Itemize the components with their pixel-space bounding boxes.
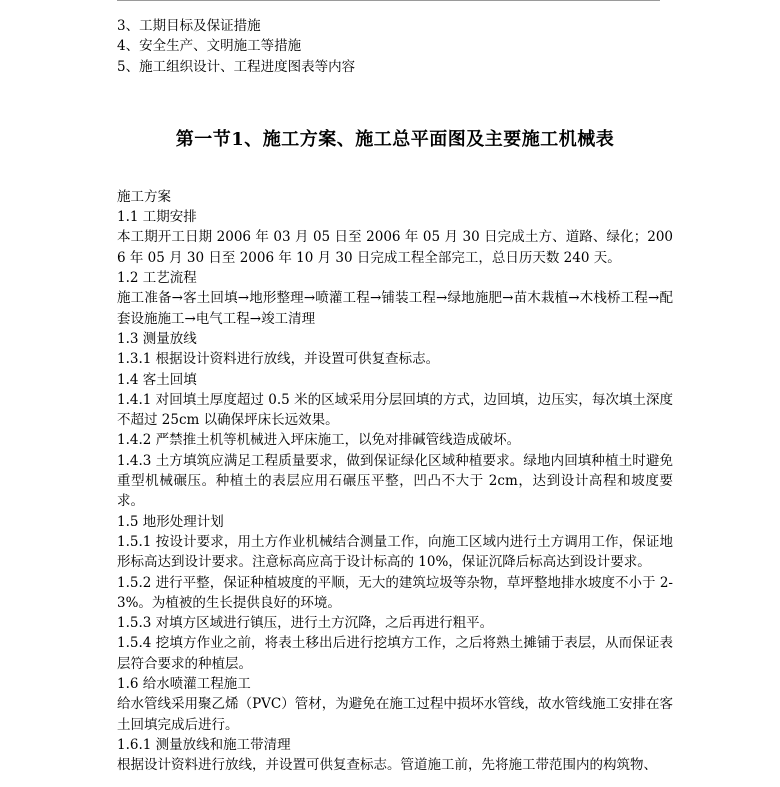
toc-item-4: 4、安全生产、文明施工等措施 — [117, 38, 302, 55]
paragraph-1-5-4: 1.5.4 挖填方作业之前，将表土移出后进行挖填方工作，之后将熟土摊铺于表层，从而保证表层符合要求的种植层。 — [117, 635, 673, 672]
heading-1-6: 1.6 给水喷灌工程施工 — [117, 676, 251, 693]
paragraph-process-flow: 施工准备→客土回填→地形整理→喷灌工程→铺装工程→绿地施肥→苗木栽植→木栈桥工程→配套设施施工→电气工程→竣工清理 — [117, 290, 673, 327]
paragraph-1-4-1: 1.4.1 对回填土厚度超过 0.5 米的区域采用分层回填的方式，边回填，边压实，每次填土深度不超过 25cm 以确保坪床长远效果。 — [117, 391, 673, 429]
toc-item-3: 3、工期目标及保证措施 — [117, 18, 261, 34]
paragraph-1-4-3: 1.4.3 土方填筑应满足工程质量要求，做到保证绿化区域种植要求。绿地内回填种植土时避免重型机械碾压。种植土的表层应用石碾压平整，凹凸不大于 2cm，达到设计高程和坡度要求。 — [117, 452, 673, 510]
heading-1-6-1: 1.6.1 测量放线和施工带清理 — [117, 736, 291, 753]
heading-1-1: 1.1 工期安排 — [117, 209, 197, 226]
paragraph-1-3-1: 1.3.1 根据设计资料进行放线，并设置可供复查标志。 — [117, 351, 440, 368]
section-title: 第一节1、施工方案、施工总平面图及主要施工机械表 — [175, 128, 615, 150]
heading-1-2: 1.2 工艺流程 — [117, 270, 197, 287]
heading-1-3: 1.3 测量放线 — [117, 330, 197, 347]
paragraph-1-4-2: 1.4.2 严禁推土机等机械进入坪床施工，以免对排碱管线造成破坏。 — [117, 432, 521, 449]
paragraph-water-pipes: 给水管线采用聚乙烯（PVC）管材，为避免在施工过程中损坏水管线，故水管线施工安排在客土回填完成后进行。 — [117, 696, 673, 733]
toc-item-5: 5、施工组织设计、工程进度图表等内容 — [117, 58, 356, 75]
heading-1-5: 1.5 地形处理计划 — [117, 513, 224, 530]
document-page — [117, 16, 673, 776]
page-top-rule — [117, 0, 660, 1]
paragraph-1-5-2: 1.5.2 进行平整，保证种植坡度的平顺，无大的建筑垃圾等杂物，草坪整地排水坡度不小于 2-3%。为植被的生长提供良好的环境。 — [117, 574, 673, 611]
heading-1-4: 1.4 客土回填 — [117, 371, 197, 388]
heading-construction-plan: 施工方案 — [117, 188, 171, 205]
paragraph-1-5-1: 1.5.1 按设计要求，用土方作业机械结合测量工作，向施工区域内进行土方调用工作，保证地形标高达到设计要求。注意标高应高于设计标高的 10%，保证沉降后标高达到设计要求。 — [117, 533, 673, 571]
paragraph-1-5-3: 1.5.3 对填方区域进行镇压，进行土方沉降，之后再进行粗平。 — [117, 615, 494, 632]
paragraph-1-6-1: 根据设计资料进行放线，并设置可供复查标志。管道施工前，先将施工带范围内的构筑物、 — [117, 757, 657, 774]
paragraph-schedule: 本工期开工日期 2006 年 03 月 05 日至 2006 年 05 月 30 日完成土方、道路、绿化；2006 年 05 月 30 日至 2006 年 10 月 30 日完成工程全部完工，总日历天数 240 天。 — [117, 229, 673, 266]
